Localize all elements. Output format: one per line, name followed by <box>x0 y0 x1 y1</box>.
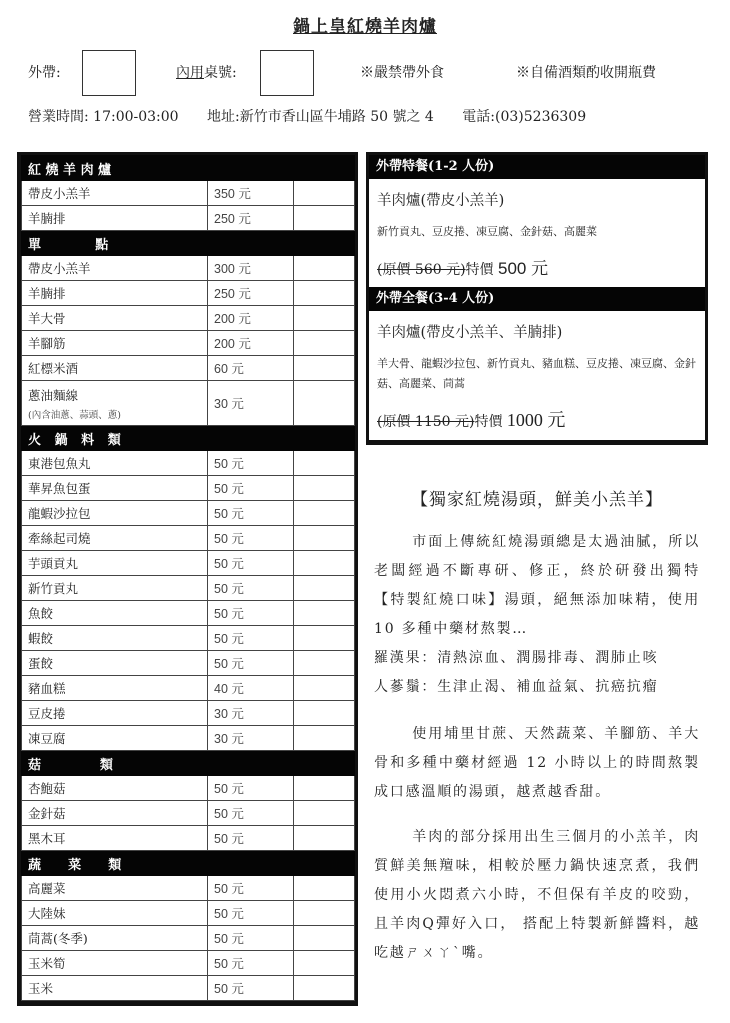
menu-item-price: 50 元 <box>208 551 294 576</box>
menu-item-row <box>22 206 355 231</box>
menu-item-price: 50 元 <box>208 601 294 626</box>
menu-item-quantity-cell[interactable] <box>294 576 355 601</box>
menu-item-price: 50 元 <box>208 576 294 601</box>
menu-item-price: 30 元 <box>208 701 294 726</box>
menu-item-name: 黑木耳 <box>28 831 66 846</box>
menu-item-row <box>22 651 355 676</box>
set-1-special-label: 特價 <box>465 262 494 278</box>
menu-item-quantity-cell[interactable] <box>294 256 355 281</box>
menu-item-quantity-cell[interactable] <box>294 801 355 826</box>
menu-item-quantity-cell[interactable] <box>294 601 355 626</box>
dinein-label-underlined: 內用 <box>176 65 204 81</box>
menu-item-quantity-cell[interactable] <box>294 901 355 926</box>
menu-category-row <box>22 426 355 451</box>
menu-item-price: 50 元 <box>208 951 294 976</box>
menu-item-price: 50 元 <box>208 876 294 901</box>
menu-table <box>17 152 358 1006</box>
menu-item-name: 羊大骨 <box>28 311 66 326</box>
menu-item-quantity-cell[interactable] <box>294 356 355 381</box>
menu-item-price: 40 元 <box>208 676 294 701</box>
menu-item-name: 豆皮捲 <box>28 706 66 721</box>
no-outside-food-note: ※嚴禁帶外食 <box>360 65 444 81</box>
menu-item-row <box>22 526 355 551</box>
menu-item-row <box>22 476 355 501</box>
set-1-price <box>377 254 697 279</box>
story-paragraph-2 <box>374 720 700 807</box>
set-meals-box <box>366 152 708 445</box>
menu-item-name: 帶皮小羔羊 <box>28 186 91 201</box>
menu-item-price: 200 元 <box>208 306 294 331</box>
set-1-body <box>369 179 705 287</box>
menu-item-quantity-cell[interactable] <box>294 501 355 526</box>
menu-item-name: 新竹貢丸 <box>28 581 79 596</box>
menu-item-price: 50 元 <box>208 801 294 826</box>
story-ginseng: 人蔘鬚：生津止渴、補血益氣、抗癌抗瘤 <box>374 679 659 695</box>
menu-item-row <box>22 901 355 926</box>
menu-item-price: 50 元 <box>208 476 294 501</box>
table-number-box[interactable] <box>260 50 314 96</box>
menu-item-price: 50 元 <box>208 526 294 551</box>
set-2-body <box>369 311 705 440</box>
menu-item-quantity-cell[interactable] <box>294 651 355 676</box>
takeout-label: 外帶: <box>28 65 61 81</box>
menu-item-row <box>22 826 355 851</box>
phone: 電話:(03)5236309 <box>462 109 587 125</box>
menu-category-row <box>22 156 355 181</box>
menu-item-price: 50 元 <box>208 501 294 526</box>
menu-item-row <box>22 181 355 206</box>
story-p1-text: 市面上傳統紅燒湯頭總是太過油膩，所以老闆經過不斷專研、修正，終於研發出獨特【特製紅燒口味】湯頭，絕無添加味精，使用 10 多種中藥材熬製… <box>374 534 700 637</box>
menu-item-name: 東港包魚丸 <box>28 456 91 471</box>
menu-item-name: 豬血糕 <box>28 681 66 696</box>
menu-item-quantity-cell[interactable] <box>294 331 355 356</box>
menu-item-row <box>22 801 355 826</box>
set-1-special-price: 500 元 <box>498 259 549 278</box>
menu-item-name: 凍豆腐 <box>28 731 66 746</box>
story-p3-text: 羊肉的部分採用出生三個月的小羔羊，肉質鮮美無羶味，相較於壓力鍋快速烹煮，我們使用小火悶煮六小時，不但保有羊皮的咬勁，且羊肉Q彈好入口， 搭配上特製新鮮醬料，越吃越ㄕㄨㄚˋ嘴。 <box>374 829 700 961</box>
menu-category-label: 單 點 <box>28 237 109 253</box>
set-2-special-label: 特價 <box>474 414 503 430</box>
menu-item-price: 30 元 <box>208 726 294 751</box>
menu-item-name: 大陸妹 <box>28 906 66 921</box>
address: 地址:新竹市香山區牛埔路 50 號之 4 <box>207 109 434 125</box>
menu-item-name: 龍蝦沙拉包 <box>28 506 91 521</box>
takeout-checkbox[interactable] <box>82 50 136 96</box>
set-2-price <box>377 406 697 432</box>
set-2-original-price: (原價 1150 元) <box>377 414 475 430</box>
menu-item-name: 玉米 <box>28 981 54 996</box>
menu-item-name: 魚餃 <box>28 606 54 621</box>
menu-item-price: 350 元 <box>208 181 294 206</box>
menu-item-price: 50 元 <box>208 776 294 801</box>
menu-item-row <box>22 726 355 751</box>
menu-item-name: 羊腩排 <box>28 286 66 301</box>
menu-item-price: 50 元 <box>208 451 294 476</box>
menu-item-row <box>22 626 355 651</box>
menu-item-name: 紅標米酒 <box>28 361 79 376</box>
set-1-items: 新竹貢丸、豆皮捲、凍豆腐、金針菇、高麗菜 <box>377 225 597 238</box>
menu-category-row <box>22 851 355 876</box>
menu-item-row <box>22 281 355 306</box>
menu-item-quantity-cell[interactable] <box>294 476 355 501</box>
menu-item-row <box>22 381 355 426</box>
set-2-title: 外帶全餐(3-4 人份) <box>369 287 705 311</box>
menu-item-row <box>22 676 355 701</box>
corkage-note: ※自備酒類酌收開瓶費 <box>516 65 656 81</box>
menu-item-price: 250 元 <box>208 281 294 306</box>
menu-item-row <box>22 306 355 331</box>
menu-category-label: 紅 燒 羊 肉 爐 <box>28 162 112 178</box>
order-info-row <box>28 50 708 96</box>
menu-item-quantity-cell[interactable] <box>294 181 355 206</box>
menu-item-row <box>22 776 355 801</box>
business-hours: 營業時間: 17:00-03:00 <box>28 109 179 125</box>
menu-item-name: 芋頭貢丸 <box>28 556 79 571</box>
menu-item-quantity-cell[interactable] <box>294 876 355 901</box>
menu-item-price: 50 元 <box>208 626 294 651</box>
menu-item-note: (內含油蔥、蒜頭、蔥) <box>28 409 121 421</box>
set-1-original-price: (原價 560 元) <box>377 262 466 278</box>
menu-item-price: 50 元 <box>208 651 294 676</box>
menu-category-label: 菇 類 <box>28 757 113 773</box>
menu-item-name: 帶皮小羔羊 <box>28 261 91 276</box>
menu-item-name: 蝦餃 <box>28 631 54 646</box>
info-row <box>28 106 718 126</box>
menu-item-price: 300 元 <box>208 256 294 281</box>
menu-item-row <box>22 701 355 726</box>
menu-item-price: 50 元 <box>208 826 294 851</box>
menu-item-name: 羊腳筋 <box>28 336 66 351</box>
menu-item-row <box>22 951 355 976</box>
menu-item-row <box>22 976 355 1001</box>
menu-item-quantity-cell[interactable] <box>294 951 355 976</box>
menu-item-row <box>22 576 355 601</box>
dinein-label-rest: 桌號: <box>204 65 237 81</box>
menu-category-label: 火 鍋 料 類 <box>28 432 121 448</box>
menu-category-label: 蔬 菜 類 <box>28 857 122 873</box>
menu-item-quantity-cell[interactable] <box>294 526 355 551</box>
menu-item-price: 60 元 <box>208 356 294 381</box>
menu-item-row <box>22 876 355 901</box>
story-p2-text: 使用埔里甘蔗、天然蔬菜、羊腳筋、羊大骨和多種中藥材經過 12 小時以上的時間熬製成口感溫順的湯頭，越煮越香甜。 <box>374 726 700 800</box>
menu-item-row <box>22 356 355 381</box>
menu-item-quantity-cell[interactable] <box>294 551 355 576</box>
menu-item-row <box>22 601 355 626</box>
set-1-main: 羊肉爐(帶皮小羔羊) <box>377 193 505 209</box>
menu-item-name: 蛋餃 <box>28 656 54 671</box>
menu-item-quantity-cell[interactable] <box>294 926 355 951</box>
menu-item-row <box>22 926 355 951</box>
menu-item-price: 50 元 <box>208 901 294 926</box>
menu-item-quantity-cell[interactable] <box>294 281 355 306</box>
menu-item-name: 玉米筍 <box>28 956 66 971</box>
menu-item-quantity-cell[interactable] <box>294 676 355 701</box>
menu-item-name: 牽絲起司燒 <box>28 531 91 546</box>
menu-item-quantity-cell[interactable] <box>294 826 355 851</box>
menu-item-quantity-cell[interactable] <box>294 726 355 751</box>
menu-item-price: 30 元 <box>208 381 294 426</box>
set-1-title: 外帶特餐(1-2 人份) <box>369 155 705 179</box>
menu-item-name: 杏鮑菇 <box>28 781 66 796</box>
menu-item-row <box>22 256 355 281</box>
menu-item-quantity-cell[interactable] <box>294 306 355 331</box>
menu-item-price: 250 元 <box>208 206 294 231</box>
menu-category-row <box>22 231 355 256</box>
story-luohanguo: 羅漢果：清熱涼血、潤腸排毒、潤肺止咳 <box>374 650 659 666</box>
menu-category-row <box>22 751 355 776</box>
menu-item-quantity-cell[interactable] <box>294 626 355 651</box>
menu-item-name: 高麗菜 <box>28 881 66 896</box>
menu-item-quantity-cell[interactable] <box>294 776 355 801</box>
set-2-special-price: 1000 元 <box>506 410 566 430</box>
menu-item-row <box>22 551 355 576</box>
menu-item-price: 200 元 <box>208 331 294 356</box>
story-paragraph-1 <box>374 528 700 702</box>
menu-item-name: 蔥油麵線 <box>28 387 79 403</box>
menu-item-name: 茼蒿(冬季) <box>28 931 88 946</box>
menu-item-name: 金針菇 <box>28 806 66 821</box>
menu-item-name: 華昇魚包蛋 <box>28 481 91 496</box>
menu-item-name: 羊腩排 <box>28 211 66 226</box>
menu-item-quantity-cell[interactable] <box>294 701 355 726</box>
dinein-label <box>176 62 237 82</box>
menu-item-quantity-cell[interactable] <box>294 976 355 1001</box>
set-2-items: 羊大骨、龍蝦沙拉包、新竹貢丸、豬血糕、豆皮捲、凍豆腐、金針菇、高麗菜、茼蒿 <box>377 357 696 390</box>
menu-item-quantity-cell[interactable] <box>294 381 355 426</box>
menu-item-price: 50 元 <box>208 976 294 1001</box>
menu-item-quantity-cell[interactable] <box>294 206 355 231</box>
menu-item-row <box>22 501 355 526</box>
story-title: 【獨家紅燒湯頭，鮮美小羔羊】 <box>411 490 663 510</box>
menu-item-price: 50 元 <box>208 926 294 951</box>
restaurant-title: 鍋上皇紅燒羊肉爐 <box>293 17 437 37</box>
menu-item-quantity-cell[interactable] <box>294 451 355 476</box>
menu-item-row <box>22 451 355 476</box>
menu-item-row <box>22 331 355 356</box>
set-2-main: 羊肉爐(帶皮小羔羊、羊腩排) <box>377 325 563 341</box>
story-paragraph-3 <box>374 823 700 968</box>
